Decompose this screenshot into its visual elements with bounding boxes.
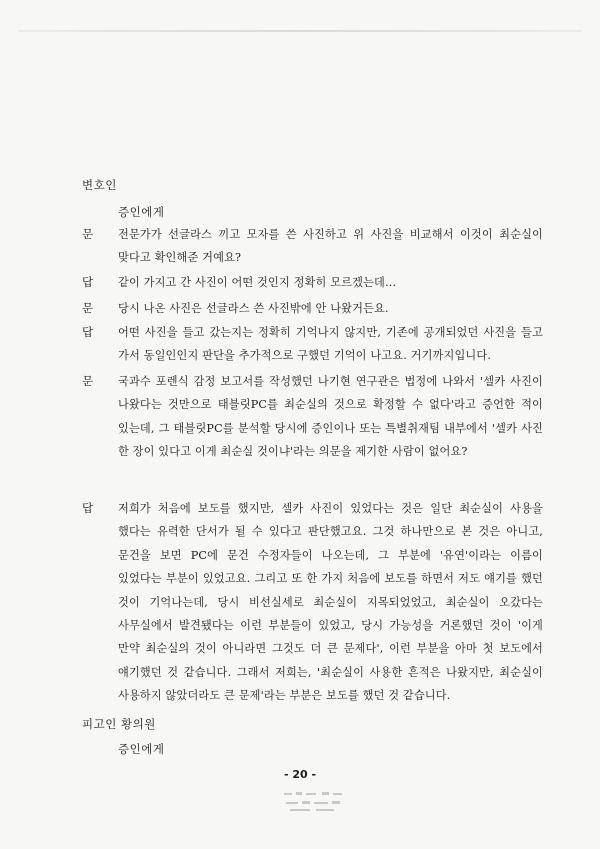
qa-text: 어떤 사진을 들고 갔는지는 정확히 기억나지 않지만, 기존에 공개되었던 사진을 들고 가서 동일인인지 판단을 추가적으로 구했던 기억이 나고요. 거기까지입니다.	[118, 326, 543, 363]
qa-tag: 문	[82, 227, 94, 241]
qa-tag: 답	[82, 325, 94, 339]
page-number: - 20 -	[283, 768, 317, 781]
qa-text: 당시 나온 사진은 선글라스 쓴 사진밖에 안 나왔거든요.	[118, 302, 389, 315]
qa-text: 전문가가 선글라스 끼고 모자를 쓴 사진하고 위 사진을 비교해서 이것이 최순실이 맞다고 확인해준 거예요?	[118, 228, 543, 265]
speaker-label: 변호인	[82, 178, 117, 192]
speaker-label: 피고인 황의원	[82, 717, 156, 731]
qa-tag: 답	[82, 501, 94, 515]
question-block	[82, 297, 552, 320]
addressee-label: 증인에게	[118, 742, 165, 756]
qa-text: 국과수 포렌식 감정 보고서를 작성했던 나기현 연구관은 법정에 나와서 '셀카 사진이 나왔다는 것만으로 태블릿PC를 최순실의 것으로 확정할 수 없다'라고 증언한 적이 있는데, 그 태블릿PC를 분석할 당시에 증인이나 또는 특별취재팀 내부에서 '셀카 사진 한 장이 있다고 이게 최순실 것이냐'라는 의문을 제기한 사람이 없어요?	[118, 375, 543, 459]
qa-text: 같이 가지고 간 사진이 어떤 것인지 정확히 모르겠는데…	[118, 276, 397, 289]
question-block	[82, 370, 552, 464]
answer-block	[82, 321, 552, 368]
answer-block	[82, 497, 552, 708]
addressee-label: 증인에게	[118, 205, 165, 219]
qa-tag: 문	[82, 374, 94, 388]
question-block	[82, 223, 552, 270]
answer-block	[82, 271, 552, 294]
faint-stamp-mark	[280, 790, 350, 814]
qa-text: 저희가 처음에 보도를 했지만, 셀카 사진이 있었다는 것은 일단 최순실이 사용을 했다는 유력한 단서가 될 수 있다고 판단했고요. 그것 하나만으로 본 것은 아니고, 문건을 보면 PC에 문건 수정자들이 나오는데, 그 부분에 '유연'이라는 이름이 있었다는 부분이 있었고요. 그리고 또 한 가지 처음에 보도를 하면서 저도 얘기를 했던 것이 기억나는데, 당시 비선실세로 최순실이 지목되었었고, 최순실이 오갔다는 사무실에서 발견됐다는 이런 부분들이 있었고, 당시 가능성을 거론했던 것이 '이게 만약 최순실의 것이 아니라면 그것도 더 큰 문제다', 이런 부분을 아마 첫 보도에서 얘기했던 것 같습니다. 그래서 저희는, '최순실이 사용한 흔적은 나왔지만, 최순실이 사용하지 않았더라도 큰 문제'라는 부분은 보도를 했던 것 같습니다.	[118, 502, 543, 703]
qa-tag: 답	[82, 275, 94, 289]
qa-tag: 문	[82, 301, 94, 315]
